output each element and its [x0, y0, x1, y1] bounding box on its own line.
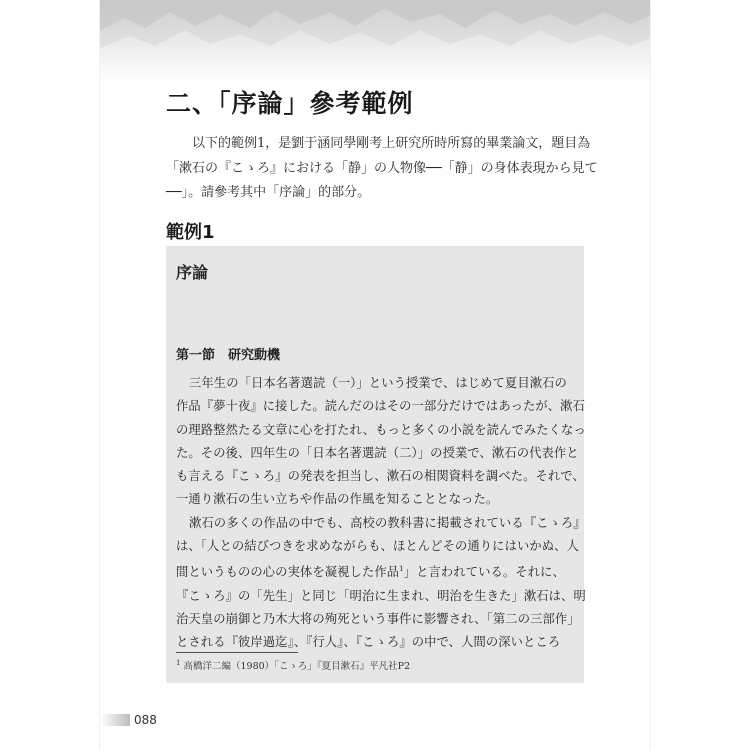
body-line: 一通り漱石の生い立ちや作品の作風を知ることとなった。: [176, 492, 499, 507]
body-line: の理路整然たる文章に心を打たれ、もっと多くの小説を読んでみたくなっ: [176, 422, 586, 437]
footnote-marker: 1: [176, 658, 181, 667]
header-decoration: [100, 0, 650, 82]
subsection-title: 第一節 研究動機: [176, 348, 281, 363]
example-body: [176, 372, 586, 655]
footnote-ref: 1: [399, 565, 404, 574]
body-line: も言える『こゝろ』の発表を担当し、漱石の相関資料を調べた。それで、: [176, 469, 585, 484]
example-box: [166, 246, 584, 683]
page-number: [100, 712, 157, 728]
intro-paragraph: [166, 132, 598, 206]
book-page: [100, 0, 650, 750]
intro-line: 以下的範例1，是劉于涵同學剛考上研究所時所寫的畢業論文，題目為: [192, 136, 591, 151]
intro-line: ──」。請參考其中「序論」的部分。: [166, 185, 371, 200]
footnote: [176, 658, 410, 672]
footnote-divider: [176, 652, 298, 653]
body-line-part: 間というものの心の実体を凝視した作品: [176, 565, 400, 580]
body-line-part: 」と言われている。それに、: [403, 565, 565, 580]
example-label: 範例1: [166, 222, 215, 243]
body-line: 『こゝろ』の「先生」と同じ「明治に生まれ、明治を生きた」漱石は、明: [176, 588, 586, 603]
body-line: 作品『夢十夜』に接した。読んだのはその一部分だけではあったが、漱石: [176, 399, 585, 414]
page-number-text: 088: [134, 713, 157, 727]
footnote-text: 高橋洋二編（1980）「こゝろ」『夏目漱石』平凡社P2: [183, 661, 411, 672]
body-line: は、「人との結びつきを求めながらも、ほとんどその通りにはいかぬ、人: [176, 539, 579, 554]
intro-line: 「漱石の『こゝろ』における「静」の人物像──「静」の身体表現から見て: [166, 160, 598, 176]
section-title: 二、「序論」參考範例: [166, 89, 414, 118]
box-title: 序論: [176, 263, 209, 282]
page-number-bar: [100, 714, 130, 726]
body-line: とされる『彼岸過迄』、『行人』、『こゝろ』の中で、人間の深いところ: [176, 635, 561, 650]
body-line: 治天皇の崩御と乃木大将の殉死という事件に影響され、「第二の三部作」: [176, 612, 580, 627]
body-line: た。その後、四年生の「日本名著選読（二）」の授業で、漱石の代表作と: [176, 445, 579, 460]
body-line: 三年生の「日本名著選読（一）」という授業で、はじめて夏目漱石の: [189, 376, 567, 390]
body-line: 漱石の多くの作品の中でも、高校の教科書に掲載されている『こゝろ』: [189, 515, 586, 530]
body-line: [176, 558, 576, 584]
